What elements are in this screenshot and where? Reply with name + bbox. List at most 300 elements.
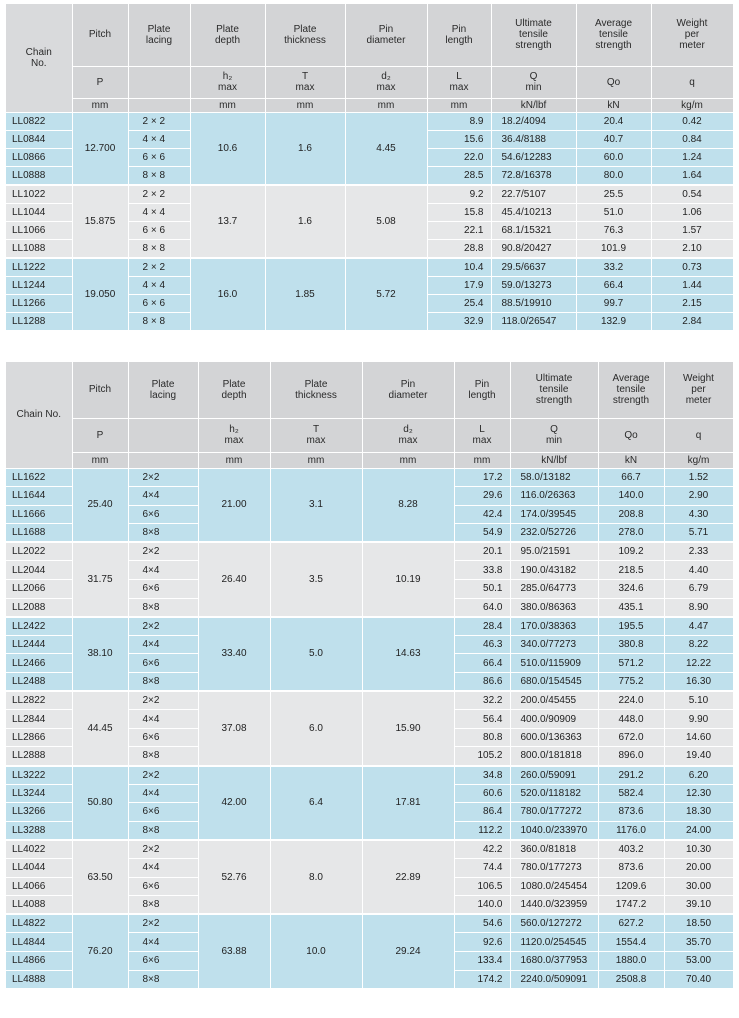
chain-number-cell: LL4866 (6, 951, 72, 970)
pin-length-cell: 66.4 (454, 654, 510, 673)
plate-lacing-cell: 6×6 (128, 803, 198, 822)
ultimate-strength-cell: 116.0/26363 (510, 487, 598, 506)
average-strength-cell: 218.5 (598, 561, 664, 580)
symbol-pin-diameter: d₂ max (362, 418, 454, 452)
symbol-pitch: P (72, 418, 128, 452)
average-strength-cell: 873.6 (598, 858, 664, 877)
average-strength-cell: 132.9 (576, 312, 651, 330)
header-pin-diameter: Pin diameter (362, 362, 454, 418)
symbol-plate-thickness: T max (270, 418, 362, 452)
plate-lacing-cell: 6×6 (128, 728, 198, 747)
symbol-plate-depth: h₂ max (190, 66, 265, 98)
ultimate-strength-cell: 18.2/4094 (491, 112, 576, 130)
average-strength-cell: 896.0 (598, 747, 664, 766)
plate-lacing-cell: 6 × 6 (128, 294, 190, 312)
plate-lacing-cell: 6×6 (128, 877, 198, 896)
plate-lacing-cell: 8 × 8 (128, 312, 190, 330)
pin-length-cell: 46.3 (454, 635, 510, 654)
average-strength-cell: 1747.2 (598, 896, 664, 915)
pin-diameter-cell: 29.24 (362, 914, 454, 988)
pin-diameter-cell: 17.81 (362, 766, 454, 840)
pin-length-cell: 42.2 (454, 840, 510, 859)
header-weight-per-meter: Weight per meter (664, 362, 733, 418)
table-row (6, 542, 733, 561)
pin-length-cell: 86.6 (454, 673, 510, 692)
pitch-cell: 31.75 (72, 542, 128, 616)
ultimate-strength-cell: 1680.0/377953 (510, 951, 598, 970)
plate-lacing-cell: 2 × 2 (128, 185, 190, 204)
chain-number-cell: LL0822 (6, 112, 72, 130)
chain-number-cell: LL3288 (6, 821, 72, 840)
weight-cell: 6.79 (664, 580, 733, 599)
ultimate-strength-cell: 88.5/19910 (491, 294, 576, 312)
ultimate-strength-cell: 360.0/81818 (510, 840, 598, 859)
weight-cell: 1.44 (651, 276, 733, 294)
ultimate-strength-cell: 780.0/177272 (510, 803, 598, 822)
pin-length-cell: 54.6 (454, 914, 510, 933)
pin-length-cell: 10.4 (427, 258, 491, 277)
ultimate-strength-cell: 200.0/45455 (510, 691, 598, 710)
chain-number-cell: LL4844 (6, 933, 72, 952)
table-row (6, 914, 733, 933)
weight-cell: 18.50 (664, 914, 733, 933)
plate-lacing-cell: 2×2 (128, 617, 198, 636)
table-row (6, 766, 733, 785)
pin-length-cell: 22.0 (427, 148, 491, 166)
chain-number-cell: LL2422 (6, 617, 72, 636)
plate-thickness-cell: 6.0 (270, 691, 362, 765)
chain-number-cell: LL4022 (6, 840, 72, 859)
header-plate-lacing: Plate lacing (128, 362, 198, 418)
plate-lacing-cell: 4×4 (128, 933, 198, 952)
unit-plate-depth: mm (198, 452, 270, 468)
plate-lacing-cell: 8×8 (128, 896, 198, 915)
table-row (6, 112, 733, 130)
average-strength-cell: 627.2 (598, 914, 664, 933)
plate-lacing-cell: 4×4 (128, 561, 198, 580)
weight-cell: 1.57 (651, 221, 733, 239)
average-strength-cell: 571.2 (598, 654, 664, 673)
ultimate-strength-cell: 780.0/177273 (510, 858, 598, 877)
chain-number-cell: LL1244 (6, 276, 72, 294)
plate-lacing-cell: 2 × 2 (128, 258, 190, 277)
plate-depth-cell: 26.40 (198, 542, 270, 616)
plate-lacing-cell: 2×2 (128, 542, 198, 561)
plate-thickness-cell: 3.5 (270, 542, 362, 616)
table-row (6, 468, 733, 487)
pin-diameter-cell: 22.89 (362, 840, 454, 914)
unit-pin-diameter: mm (362, 452, 454, 468)
average-strength-cell: 324.6 (598, 580, 664, 599)
ultimate-strength-cell: 59.0/13273 (491, 276, 576, 294)
header-plate-depth: Plate depth (190, 4, 265, 66)
weight-cell: 19.40 (664, 747, 733, 766)
ultimate-strength-cell: 58.0/13182 (510, 468, 598, 487)
unit-avg: kN (576, 98, 651, 112)
weight-cell: 8.22 (664, 635, 733, 654)
weight-cell: 0.54 (651, 185, 733, 204)
plate-lacing-cell: 2 × 2 (128, 112, 190, 130)
plate-lacing-cell: 4×4 (128, 487, 198, 506)
chain-number-cell: LL1644 (6, 487, 72, 506)
weight-cell: 4.40 (664, 561, 733, 580)
average-strength-cell: 1176.0 (598, 821, 664, 840)
weight-cell: 1.64 (651, 166, 733, 185)
chain-number-cell: LL0844 (6, 130, 72, 148)
average-strength-cell: 66.4 (576, 276, 651, 294)
plate-lacing-cell: 8×8 (128, 821, 198, 840)
plate-lacing-cell: 6×6 (128, 654, 198, 673)
table-row (6, 691, 733, 710)
unit-lacing (128, 98, 190, 112)
plate-lacing-cell: 8×8 (128, 970, 198, 989)
ultimate-strength-cell: 285.0/64773 (510, 580, 598, 599)
chain-number-cell: LL4088 (6, 896, 72, 915)
header-average-tensile-strength: Average tensile strength (576, 4, 651, 66)
pin-length-cell: 8.9 (427, 112, 491, 130)
chain-number-cell: LL4822 (6, 914, 72, 933)
unit-plate-depth: mm (190, 98, 265, 112)
average-strength-cell: 33.2 (576, 258, 651, 277)
weight-cell: 35.70 (664, 933, 733, 952)
symbol-pin-length: L max (454, 418, 510, 452)
chain-number-cell: LL3222 (6, 766, 72, 785)
plate-lacing-cell: 4×4 (128, 710, 198, 729)
plate-depth-cell: 52.76 (198, 840, 270, 914)
weight-cell: 1.52 (664, 468, 733, 487)
chain-number-cell: LL1044 (6, 203, 72, 221)
ultimate-strength-cell: 90.8/20427 (491, 239, 576, 258)
ultimate-strength-cell: 680.0/154545 (510, 673, 598, 692)
plate-depth-cell: 21.00 (198, 468, 270, 542)
ultimate-strength-cell: 340.0/77273 (510, 635, 598, 654)
plate-thickness-cell: 5.0 (270, 617, 362, 691)
average-strength-cell: 101.9 (576, 239, 651, 258)
weight-cell: 9.90 (664, 710, 733, 729)
chain-spec-table-2 (6, 362, 734, 989)
symbol-pin-diameter: d₂ max (345, 66, 427, 98)
pin-diameter-cell: 10.19 (362, 542, 454, 616)
chain-number-cell: LL2866 (6, 728, 72, 747)
average-strength-cell: 66.7 (598, 468, 664, 487)
average-strength-cell: 403.2 (598, 840, 664, 859)
pin-length-cell: 28.5 (427, 166, 491, 185)
pin-length-cell: 22.1 (427, 221, 491, 239)
average-strength-cell: 1880.0 (598, 951, 664, 970)
pin-length-cell: 74.4 (454, 858, 510, 877)
weight-cell: 0.84 (651, 130, 733, 148)
weight-cell: 2.15 (651, 294, 733, 312)
header-plate-lacing: Plate lacing (128, 4, 190, 66)
table-2-body (6, 468, 733, 989)
table-row (6, 258, 733, 277)
plate-depth-cell: 33.40 (198, 617, 270, 691)
weight-cell: 2.10 (651, 239, 733, 258)
average-strength-cell: 2508.8 (598, 970, 664, 989)
header-pin-diameter: Pin diameter (345, 4, 427, 66)
chain-number-cell: LL4888 (6, 970, 72, 989)
header-pitch: Pitch (72, 4, 128, 66)
ultimate-strength-cell: 118.0/26547 (491, 312, 576, 330)
plate-depth-cell: 63.88 (198, 914, 270, 988)
average-strength-cell: 448.0 (598, 710, 664, 729)
weight-cell: 18.30 (664, 803, 733, 822)
pin-length-cell: 29.6 (454, 487, 510, 506)
plate-lacing-cell: 4×4 (128, 858, 198, 877)
pin-length-cell: 133.4 (454, 951, 510, 970)
plate-lacing-cell: 8 × 8 (128, 166, 190, 185)
plate-thickness-cell: 6.4 (270, 766, 362, 840)
plate-lacing-cell: 8×8 (128, 524, 198, 543)
symbol-pitch: P (72, 66, 128, 98)
chain-spec-table-1 (6, 4, 734, 331)
chain-number-cell: LL2044 (6, 561, 72, 580)
ultimate-strength-cell: 380.0/86363 (510, 598, 598, 617)
plate-lacing-cell: 2×2 (128, 691, 198, 710)
weight-cell: 0.42 (651, 112, 733, 130)
average-strength-cell: 60.0 (576, 148, 651, 166)
pin-length-cell: 42.4 (454, 505, 510, 524)
average-strength-cell: 775.2 (598, 673, 664, 692)
chain-number-cell: LL1088 (6, 239, 72, 258)
pitch-cell: 50.80 (72, 766, 128, 840)
chain-number-cell: LL0888 (6, 166, 72, 185)
pin-length-cell: 174.2 (454, 970, 510, 989)
unit-plate-thickness: mm (270, 452, 362, 468)
plate-lacing-cell: 2×2 (128, 914, 198, 933)
pin-diameter-cell: 14.63 (362, 617, 454, 691)
average-strength-cell: 208.8 (598, 505, 664, 524)
weight-cell: 0.73 (651, 258, 733, 277)
weight-cell: 24.00 (664, 821, 733, 840)
plate-lacing-cell: 6 × 6 (128, 148, 190, 166)
pin-length-cell: 92.6 (454, 933, 510, 952)
ultimate-strength-cell: 560.0/127272 (510, 914, 598, 933)
pin-length-cell: 86.4 (454, 803, 510, 822)
pin-length-cell: 106.5 (454, 877, 510, 896)
pitch-cell: 76.20 (72, 914, 128, 988)
weight-cell: 5.10 (664, 691, 733, 710)
pin-length-cell: 28.8 (427, 239, 491, 258)
weight-cell: 8.90 (664, 598, 733, 617)
ultimate-strength-cell: 36.4/8188 (491, 130, 576, 148)
chain-number-cell: LL1266 (6, 294, 72, 312)
ultimate-strength-cell: 45.4/10213 (491, 203, 576, 221)
chain-number-cell: LL1022 (6, 185, 72, 204)
plate-thickness-cell: 8.0 (270, 840, 362, 914)
plate-depth-cell: 42.00 (198, 766, 270, 840)
header-chain-no: Chain No. (6, 4, 72, 112)
header-ultimate-tensile-strength: Ultimate tensile strength (491, 4, 576, 66)
weight-cell: 2.84 (651, 312, 733, 330)
chain-number-cell: LL2844 (6, 710, 72, 729)
plate-lacing-cell: 4×4 (128, 784, 198, 803)
pin-length-cell: 54.9 (454, 524, 510, 543)
chain-number-cell: LL0866 (6, 148, 72, 166)
unit-pin-length: mm (427, 98, 491, 112)
plate-lacing-cell: 8×8 (128, 673, 198, 692)
unit-pin-diameter: mm (345, 98, 427, 112)
chain-number-cell: LL2088 (6, 598, 72, 617)
unit-uts: kN/lbf (510, 452, 598, 468)
plate-lacing-cell: 4×4 (128, 635, 198, 654)
plate-lacing-cell: 6×6 (128, 580, 198, 599)
ultimate-strength-cell: 1040.0/233970 (510, 821, 598, 840)
symbol-lacing (128, 66, 190, 98)
symbol-uts: Q min (491, 66, 576, 98)
pitch-cell: 12.700 (72, 112, 128, 185)
pin-length-cell: 9.2 (427, 185, 491, 204)
weight-cell: 2.33 (664, 542, 733, 561)
average-strength-cell: 672.0 (598, 728, 664, 747)
weight-cell: 20.00 (664, 858, 733, 877)
average-strength-cell: 140.0 (598, 487, 664, 506)
table-row (6, 185, 733, 204)
weight-cell: 16.30 (664, 673, 733, 692)
weight-cell: 6.20 (664, 766, 733, 785)
weight-cell: 5.71 (664, 524, 733, 543)
plate-lacing-cell: 8×8 (128, 747, 198, 766)
ultimate-strength-cell: 400.0/90909 (510, 710, 598, 729)
ultimate-strength-cell: 95.0/21591 (510, 542, 598, 561)
unit-lacing (128, 452, 198, 468)
chain-number-cell: LL3244 (6, 784, 72, 803)
chain-number-cell: LL1222 (6, 258, 72, 277)
pin-length-cell: 17.2 (454, 468, 510, 487)
plate-thickness-cell: 1.6 (265, 112, 345, 185)
unit-weight: kg/m (664, 452, 733, 468)
ultimate-strength-cell: 54.6/12283 (491, 148, 576, 166)
ultimate-strength-cell: 1120.0/254545 (510, 933, 598, 952)
header-plate-thickness: Plate thickness (265, 4, 345, 66)
weight-cell: 39.10 (664, 896, 733, 915)
plate-thickness-cell: 1.6 (265, 185, 345, 258)
pin-length-cell: 34.8 (454, 766, 510, 785)
chain-number-cell: LL1288 (6, 312, 72, 330)
ultimate-strength-cell: 68.1/15321 (491, 221, 576, 239)
plate-depth-cell: 16.0 (190, 258, 265, 331)
chain-number-cell: LL3266 (6, 803, 72, 822)
pin-diameter-cell: 8.28 (362, 468, 454, 542)
symbol-avg: Qo (598, 418, 664, 452)
header-chain-no: Chain No. (6, 362, 72, 468)
pitch-cell: 25.40 (72, 468, 128, 542)
average-strength-cell: 80.0 (576, 166, 651, 185)
ultimate-strength-cell: 2240.0/509091 (510, 970, 598, 989)
pin-length-cell: 140.0 (454, 896, 510, 915)
average-strength-cell: 380.8 (598, 635, 664, 654)
chain-number-cell: LL4044 (6, 858, 72, 877)
chain-number-cell: LL2022 (6, 542, 72, 561)
chain-number-cell: LL2488 (6, 673, 72, 692)
average-strength-cell: 109.2 (598, 542, 664, 561)
header-average-tensile-strength: Average tensile strength (598, 362, 664, 418)
pin-diameter-cell: 5.08 (345, 185, 427, 258)
weight-cell: 2.90 (664, 487, 733, 506)
ultimate-strength-cell: 600.0/136363 (510, 728, 598, 747)
unit-pin-length: mm (454, 452, 510, 468)
plate-lacing-cell: 4 × 4 (128, 203, 190, 221)
pin-length-cell: 60.6 (454, 784, 510, 803)
average-strength-cell: 20.4 (576, 112, 651, 130)
average-strength-cell: 1554.4 (598, 933, 664, 952)
pin-length-cell: 15.6 (427, 130, 491, 148)
ultimate-strength-cell: 520.0/118182 (510, 784, 598, 803)
pin-length-cell: 20.1 (454, 542, 510, 561)
average-strength-cell: 195.5 (598, 617, 664, 636)
ultimate-strength-cell: 170.0/38363 (510, 617, 598, 636)
pin-diameter-cell: 4.45 (345, 112, 427, 185)
symbol-weight: q (664, 418, 733, 452)
unit-plate-thickness: mm (265, 98, 345, 112)
pitch-cell: 19.050 (72, 258, 128, 331)
ultimate-strength-cell: 260.0/59091 (510, 766, 598, 785)
symbol-lacing (128, 418, 198, 452)
average-strength-cell: 291.2 (598, 766, 664, 785)
plate-lacing-cell: 4 × 4 (128, 276, 190, 294)
symbol-plate-thickness: T max (265, 66, 345, 98)
unit-weight: kg/m (651, 98, 733, 112)
unit-pitch: mm (72, 452, 128, 468)
ultimate-strength-cell: 190.0/43182 (510, 561, 598, 580)
table-1-body (6, 112, 733, 330)
weight-cell: 70.40 (664, 970, 733, 989)
ultimate-strength-cell: 72.8/16378 (491, 166, 576, 185)
ultimate-strength-cell: 1080.0/245454 (510, 877, 598, 896)
average-strength-cell: 873.6 (598, 803, 664, 822)
weight-cell: 12.30 (664, 784, 733, 803)
average-strength-cell: 1209.6 (598, 877, 664, 896)
pin-length-cell: 28.4 (454, 617, 510, 636)
average-strength-cell: 40.7 (576, 130, 651, 148)
chain-number-cell: LL2444 (6, 635, 72, 654)
header-plate-depth: Plate depth (198, 362, 270, 418)
plate-depth-cell: 37.08 (198, 691, 270, 765)
table-row (6, 617, 733, 636)
pin-length-cell: 32.2 (454, 691, 510, 710)
plate-lacing-cell: 8 × 8 (128, 239, 190, 258)
ultimate-strength-cell: 1440.0/323959 (510, 896, 598, 915)
plate-lacing-cell: 2×2 (128, 468, 198, 487)
weight-cell: 12.22 (664, 654, 733, 673)
weight-cell: 53.00 (664, 951, 733, 970)
header-pin-length: Pin length (427, 4, 491, 66)
symbol-uts: Q min (510, 418, 598, 452)
pin-length-cell: 15.8 (427, 203, 491, 221)
plate-lacing-cell: 8×8 (128, 598, 198, 617)
unit-avg: kN (598, 452, 664, 468)
average-strength-cell: 51.0 (576, 203, 651, 221)
plate-depth-cell: 10.6 (190, 112, 265, 185)
chain-number-cell: LL2466 (6, 654, 72, 673)
chain-number-cell: LL1622 (6, 468, 72, 487)
pin-diameter-cell: 5.72 (345, 258, 427, 331)
unit-pitch: mm (72, 98, 128, 112)
pin-length-cell: 25.4 (427, 294, 491, 312)
weight-cell: 1.24 (651, 148, 733, 166)
pin-diameter-cell: 15.90 (362, 691, 454, 765)
pin-length-cell: 112.2 (454, 821, 510, 840)
unit-uts: kN/lbf (491, 98, 576, 112)
pitch-cell: 15.875 (72, 185, 128, 258)
ultimate-strength-cell: 232.0/52726 (510, 524, 598, 543)
ultimate-strength-cell: 29.5/6637 (491, 258, 576, 277)
weight-cell: 4.30 (664, 505, 733, 524)
pin-length-cell: 17.9 (427, 276, 491, 294)
pin-length-cell: 56.4 (454, 710, 510, 729)
ultimate-strength-cell: 22.7/5107 (491, 185, 576, 204)
plate-lacing-cell: 6 × 6 (128, 221, 190, 239)
